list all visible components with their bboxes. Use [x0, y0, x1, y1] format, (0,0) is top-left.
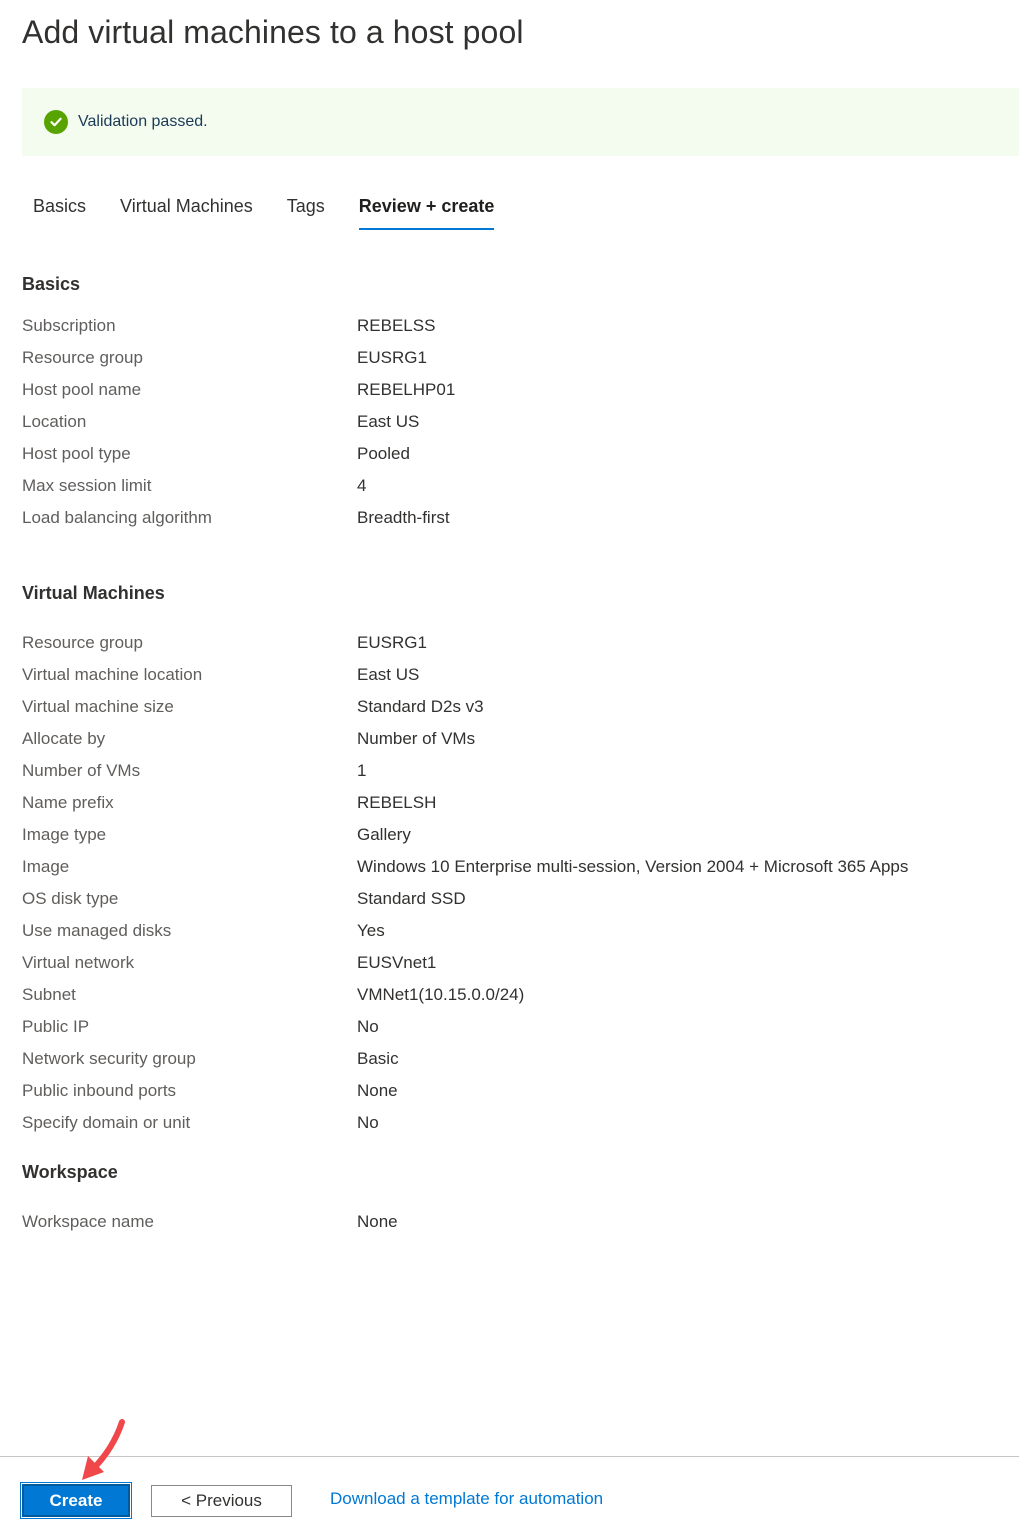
- summary-row-label: Image: [22, 857, 70, 876]
- summary-row: [22, 915, 1012, 947]
- validation-message: Validation passed.: [78, 113, 208, 130]
- footer-divider: [0, 1456, 1019, 1457]
- section-title-basics: Basics: [22, 274, 81, 294]
- summary-row-label: Subnet: [22, 985, 76, 1004]
- summary-row-label: Location: [22, 412, 87, 431]
- summary-row-label: Allocate by: [22, 729, 106, 748]
- summary-row-label: Name prefix: [22, 793, 114, 812]
- summary-row-label: Max session limit: [22, 476, 152, 495]
- wizard-tabs: [22, 190, 517, 234]
- validation-banner: [22, 88, 1019, 156]
- tab-label: Review + create: [358, 196, 495, 216]
- summary-row-label: Public IP: [22, 1017, 90, 1036]
- page-title: Add virtual machines to a host pool: [22, 14, 524, 50]
- summary-row-value: REBELSS: [357, 316, 436, 335]
- summary-row-label: Specify domain or unit: [22, 1113, 191, 1132]
- summary-row-value: Windows 10 Enterprise multi-session, Version 2004 + Microsoft 365 Apps: [357, 857, 909, 876]
- annotation-arrow-icon: [78, 1418, 138, 1484]
- summary-row: [22, 1107, 1012, 1139]
- summary-row-label: Virtual machine location: [22, 665, 203, 684]
- summary-row: [22, 310, 1012, 342]
- summary-row-label: OS disk type: [22, 889, 119, 908]
- summary-row-label: Use managed disks: [22, 921, 172, 940]
- summary-row-label: Resource group: [22, 348, 143, 367]
- section-title-workspace: Workspace: [22, 1162, 118, 1182]
- summary-row: [22, 883, 1012, 915]
- download-template-link[interactable]: Download a template for automation: [330, 1489, 604, 1508]
- summary-row-value: Standard SSD: [357, 889, 466, 908]
- summary-row: [22, 502, 1012, 534]
- summary-row-value: 1: [357, 761, 367, 780]
- summary-row-value: None: [357, 1212, 398, 1231]
- summary-row: [22, 723, 1012, 755]
- summary-row-label: Load balancing algorithm: [22, 508, 212, 527]
- summary-row-value: Yes: [357, 921, 385, 940]
- previous-button[interactable]: < Previous: [151, 1485, 292, 1517]
- virtual-machines-summary: [22, 627, 1012, 1139]
- summary-row-label: Image type: [22, 825, 107, 844]
- summary-row: [22, 1206, 1012, 1238]
- summary-row-value: Number of VMs: [357, 729, 476, 748]
- summary-row: [22, 1043, 1012, 1075]
- summary-row-label: Host pool name: [22, 380, 142, 399]
- summary-row-value: Basic: [357, 1049, 399, 1068]
- basics-summary: [22, 310, 1012, 534]
- summary-row: [22, 755, 1012, 787]
- summary-row: [22, 819, 1012, 851]
- summary-row: [22, 470, 1012, 502]
- summary-row-value: East US: [357, 412, 420, 431]
- summary-row: [22, 787, 1012, 819]
- summary-row-value: EUSRG1: [357, 348, 427, 367]
- summary-row: [22, 1075, 1012, 1107]
- summary-row-value: None: [357, 1081, 398, 1100]
- summary-row-label: Virtual machine size: [22, 697, 174, 716]
- summary-row-label: Network security group: [22, 1049, 196, 1068]
- summary-row-value: 4: [357, 476, 367, 495]
- tab-tags[interactable]: [276, 190, 336, 230]
- tab-label: Tags: [286, 196, 325, 216]
- summary-row-value: Breadth-first: [357, 508, 450, 527]
- summary-row-value: East US: [357, 665, 420, 684]
- workspace-summary: [22, 1206, 1012, 1238]
- summary-row-label: Host pool type: [22, 444, 131, 463]
- summary-row-value: Standard D2s v3: [357, 697, 484, 716]
- summary-row: [22, 659, 1012, 691]
- summary-row: [22, 438, 1012, 470]
- summary-row: [22, 627, 1012, 659]
- summary-row: [22, 947, 1012, 979]
- summary-row: [22, 851, 1012, 883]
- summary-row-value: Gallery: [357, 825, 411, 844]
- tab-label: Basics: [33, 196, 87, 216]
- summary-row-value: EUSVnet1: [357, 953, 437, 972]
- summary-row-label: Subscription: [22, 316, 116, 335]
- summary-row-value: No: [357, 1017, 379, 1036]
- create-button[interactable]: Create: [22, 1484, 130, 1517]
- summary-row-value: REBELSH: [357, 793, 437, 812]
- tab-basics[interactable]: [22, 190, 97, 230]
- tab-label: Virtual Machines: [120, 196, 253, 216]
- tab-virtual-machines[interactable]: [109, 190, 264, 230]
- summary-row: [22, 342, 1012, 374]
- summary-row-value: VMNet1(10.15.0.0/24): [357, 985, 525, 1004]
- summary-row-value: Pooled: [357, 444, 410, 463]
- check-circle-icon: [44, 110, 68, 134]
- summary-row-label: Workspace name: [22, 1212, 154, 1231]
- summary-row: [22, 979, 1012, 1011]
- summary-row: [22, 691, 1012, 723]
- section-title-virtual-machines: Virtual Machines: [22, 583, 165, 603]
- summary-row: [22, 406, 1012, 438]
- summary-row-value: EUSRG1: [357, 633, 427, 652]
- summary-row-label: Resource group: [22, 633, 143, 652]
- summary-row-value: REBELHP01: [357, 380, 456, 399]
- summary-row-label: Public inbound ports: [22, 1081, 177, 1100]
- summary-row-value: No: [357, 1113, 379, 1132]
- summary-row-label: Virtual network: [22, 953, 135, 972]
- summary-row-label: Number of VMs: [22, 761, 141, 780]
- summary-row: [22, 374, 1012, 406]
- tab-review-create[interactable]: [348, 190, 506, 230]
- summary-row: [22, 1011, 1012, 1043]
